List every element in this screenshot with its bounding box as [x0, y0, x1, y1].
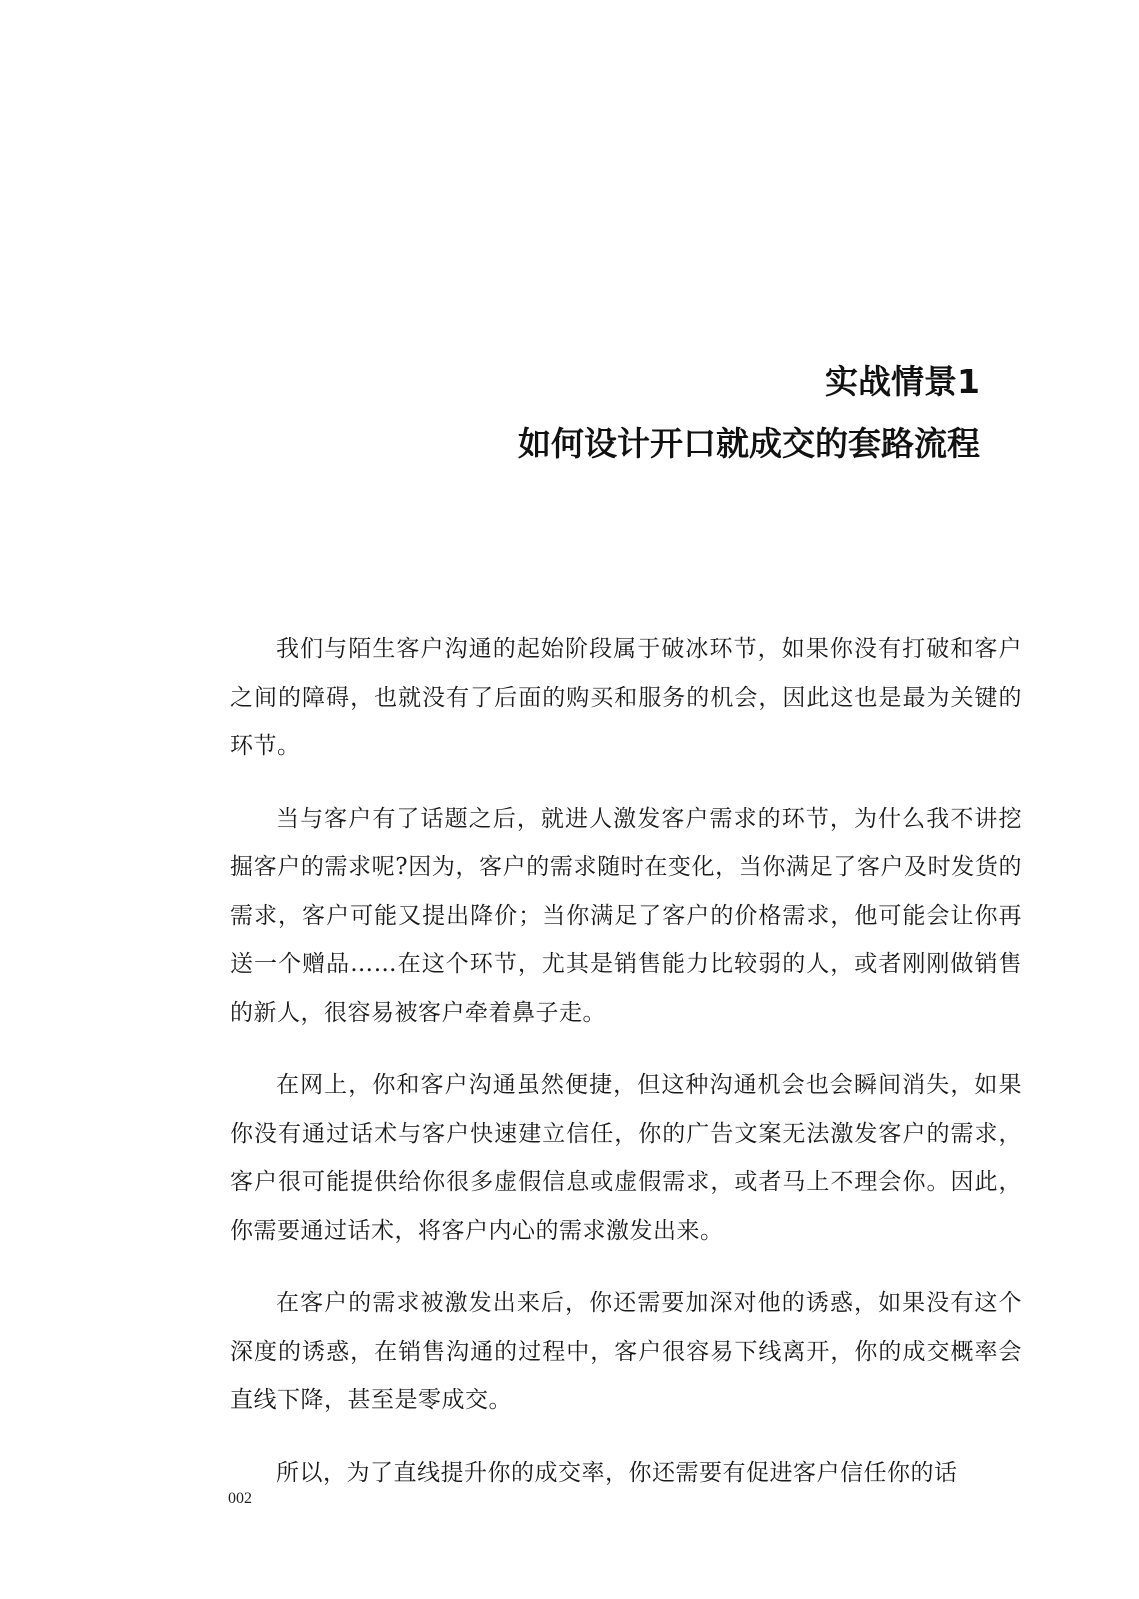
paragraph-1: 我们与陌生客户沟通的起始阶段属于破冰环节，如果你没有打破和客户之间的障碍，也就没有了后面的购买和服务的机会，因此这也是最为关键的环节。: [230, 636, 1022, 759]
paragraph-3: 在网上，你和客户沟通虽然便捷，但这种沟通机会也会瞬间消失，如果你没有通过话术与客户快速建立信任，你的广告文案无法激发客户的需求，客户很可能提供给你很多虚假信息或虚假需求，或者马上不理会你。因此，你需要通过话术，将客户内心的需求激发出来。: [230, 1072, 1022, 1244]
page-number: 002: [228, 1490, 252, 1507]
paragraph-2: 当与客户有了话题之后，就进人激发客户需求的环节，为什么我不讲挖掘客户的需求呢?因为，客户的需求随时在变化，当你满足了客户及时发货的需求，客户可能又提出降价；当你满足了客户的价格需求，他可能会让你再送一个赠品……在这个环节，尤其是销售能力比较弱的人，或者刚刚做销售的新人，很容易被客户牵着鼻子走。: [230, 805, 1022, 1026]
paragraph-5: 所以，为了直线提升你的成交率，你还需要有促进客户信任你的话: [276, 1459, 958, 1486]
paragraph-4: 在客户的需求被激发出来后，你还需要加深对他的诱惑，如果没有这个深度的诱惑，在销售沟通的过程中，客户很容易下线离开，你的成交概率会直线下降，甚至是零成交。: [230, 1290, 1022, 1413]
chapter-title: 如何设计开口就成交的套路流程: [518, 424, 980, 463]
body-text: [230, 625, 1022, 1521]
chapter-label: 实战情景1: [825, 362, 980, 401]
chapter-header: [230, 357, 980, 469]
